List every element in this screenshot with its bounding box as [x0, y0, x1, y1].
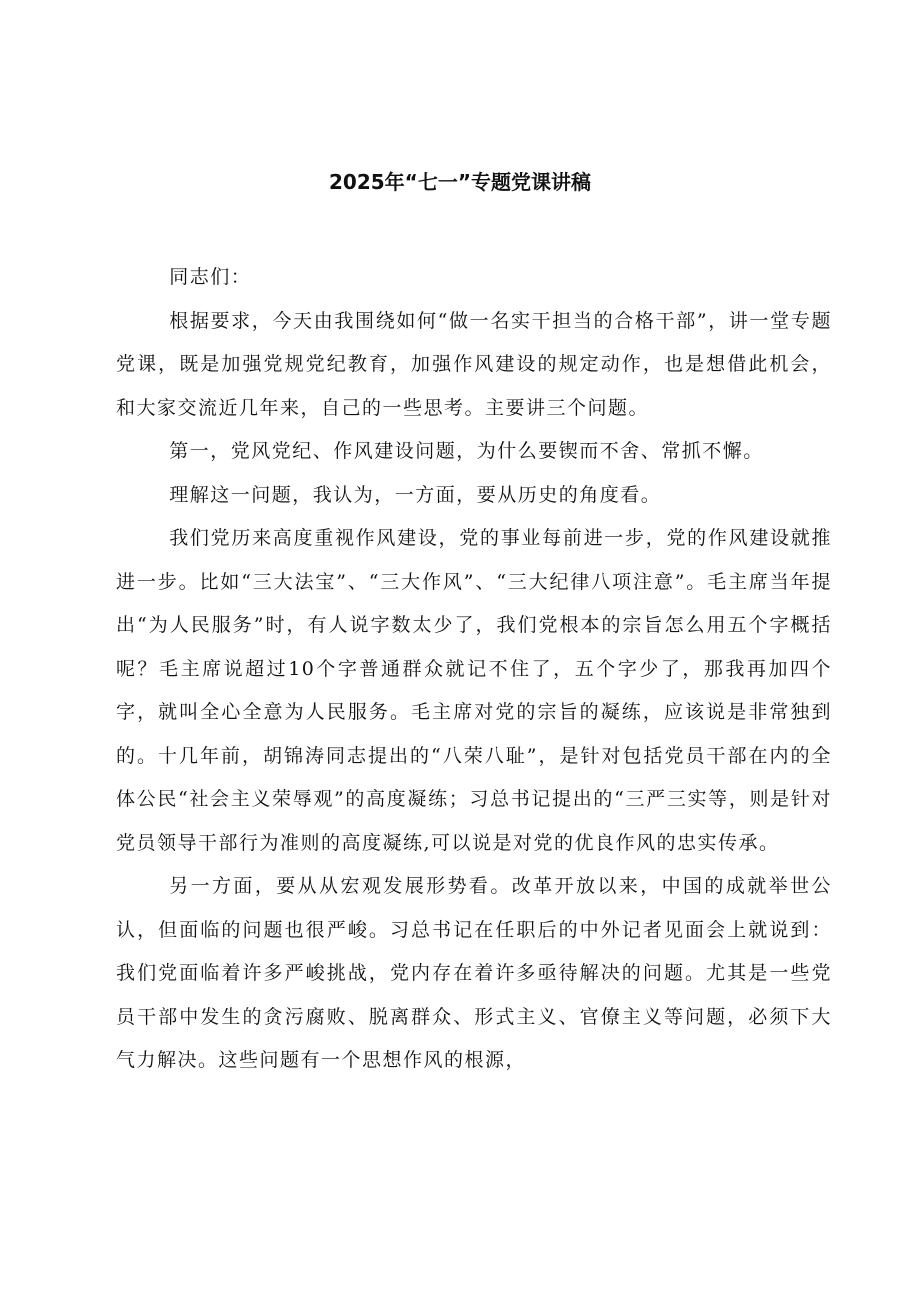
history-detail-paragraph: 我们党历来高度重视作风建设，党的事业每前进一步，党的作风建设就推进一步。比如“三大法宝”、“三大作风”、“三大纪律八项注意”。毛主席当年提出“为人民服务”时，有人说字数太少了，我们党根本的宗旨怎么用五个字概括呢？毛主席说超过10个字普通群众就记不住了，五个字少了，那我再加四个字，就叫全心全意为人民服务。毛主席对党的宗旨的凝练，应该说是非常独到的。十几年前，胡锦涛同志提出的“八荣八耻”，是针对包括党员干部在内的全体公民“社会主义荣辱观”的高度凝练；习总书记提出的“三严三实等，则是针对党员领导干部行为准则的高度凝练,可以说是对党的优良作风的忠实传承。 [116, 527, 832, 854]
salutation-paragraph: 同志们： [169, 266, 252, 288]
section-one-heading: 第一，党风党纪、作风建设问题，为什么要锲而不舍、常抓不懈。 [169, 440, 764, 462]
history-view-paragraph: 理解这一问题，我认为，一方面，要从历史的角度看。 [169, 483, 662, 506]
intro-paragraph: 根据要求，今天由我围绕如何“做一名实干担当的合格干部”，讲一堂专题党课，既是加强党规党纪教育，加强作风建设的规定动作，也是想借此机会，和大家交流近几年来，自己的一些思考。主要讲三个问题。 [116, 309, 832, 419]
document-body [116, 256, 832, 1083]
macro-view-paragraph: 另一方面，要从从宏观发展形势看。改革开放以来，中国的成就举世公认，但面临的问题也很严峻。习总书记在任职后的中外记者见面会上就说到：我们党面临着许多严峻挑战，党内存在着许多亟待解决的问题。尤其是一些党员干部中发生的贪污腐败、脱离群众、形式主义、官僚主义等问题，必须下大气力解决。这些问题有一个思想作风的根源， [116, 875, 832, 1071]
document-title: 2025年“七一”专题党课讲稿 [329, 170, 591, 194]
